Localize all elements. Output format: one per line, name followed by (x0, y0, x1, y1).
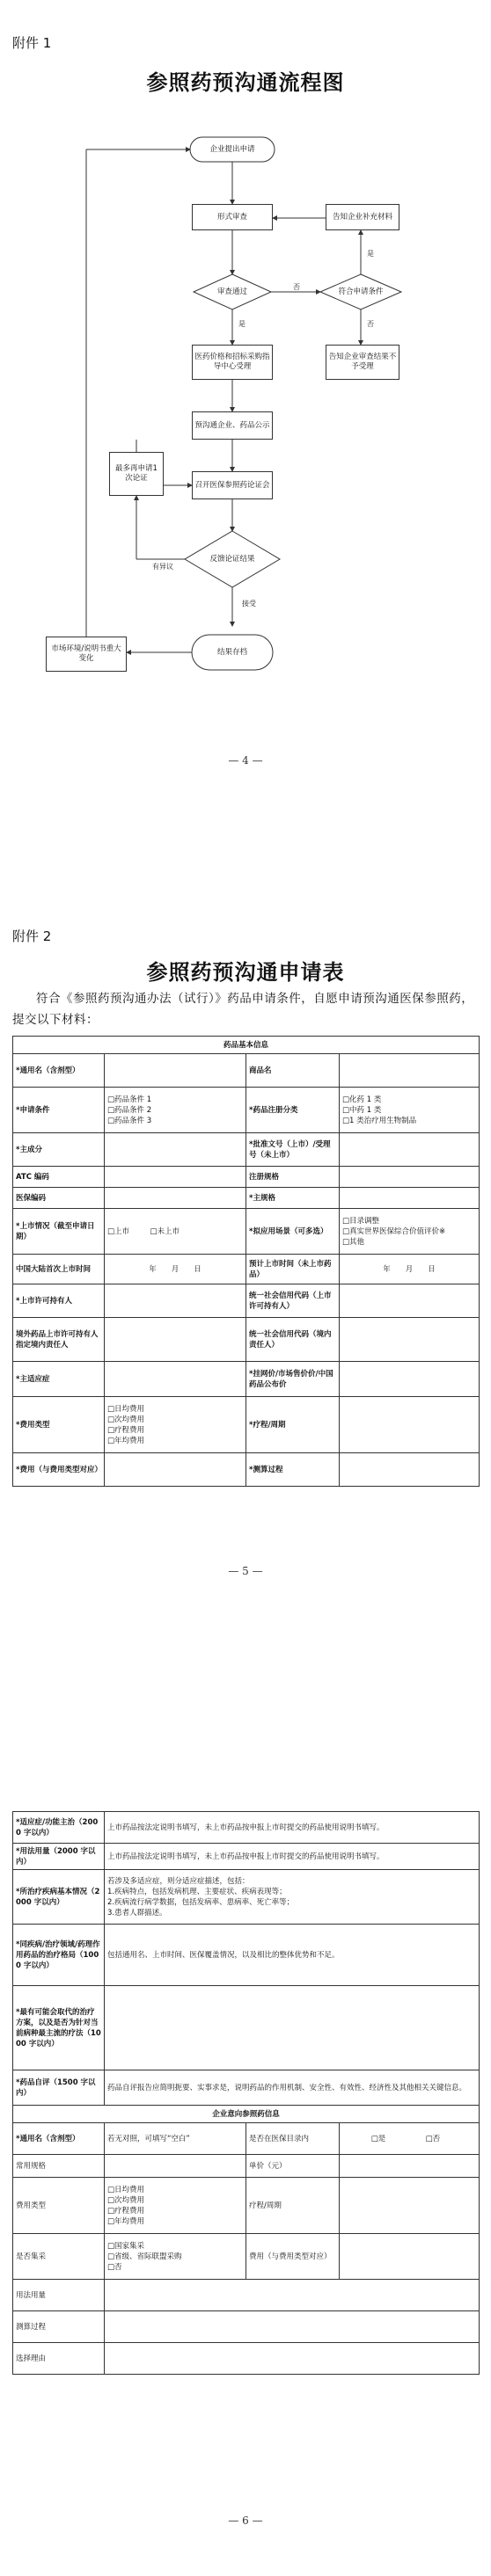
label-landscape: *同疾病/治疗领域/药理作用药品的治疗格局（1000 字以内） (13, 1925, 105, 1986)
checkbox-option[interactable]: □上市 (107, 1226, 130, 1236)
flow-max-twice: 最多再申请1次论证 (109, 452, 164, 496)
checkbox-option[interactable]: □次均费用 (107, 1415, 145, 1424)
field-usage[interactable]: 上市药品按法定说明书填写，未上市药品按申报上市时提交的药品使用说明书填写。 (105, 1844, 480, 1870)
label-e-reason: 选择理由 (13, 2343, 105, 2375)
checkbox-option[interactable]: □1 类治疗用生物制品 (342, 1116, 417, 1125)
checkbox-option[interactable]: □化药 1 类 (342, 1095, 382, 1104)
label-indication-desc: *适应症/功能主治（2000 字以内） (13, 1812, 105, 1844)
field-ins-code[interactable] (105, 1188, 246, 1209)
flow-review-pass: 审查通过 (216, 287, 247, 296)
flow-feedback: 反馈论证结果 (209, 554, 255, 564)
label-ingredient: *主成分 (13, 1133, 105, 1167)
flow-label-no1: 否 (293, 283, 300, 291)
checkbox-option[interactable]: □目录调整 (342, 1216, 380, 1226)
flow-label-no2: 否 (367, 320, 374, 328)
label-apply-scene: *拟应用场景（可多选） (246, 1209, 340, 1255)
e-in-catalog-options[interactable] (340, 2123, 480, 2155)
page-3 (0, 1741, 491, 2576)
label-cost-type: *费用类型 (13, 1397, 105, 1453)
checkbox-option[interactable]: □其他 (342, 1237, 365, 1247)
checkbox-option[interactable]: □药品条件 3 (107, 1116, 152, 1125)
flow-archive: 结果存档 (216, 647, 247, 657)
label-indication: *主适应症 (13, 1362, 105, 1397)
checkbox-option[interactable]: □真实世界医保综合价值评价※ (342, 1226, 446, 1236)
flow-label-yes2: 是 (367, 250, 374, 258)
label-holder: *上市许可持有人 (13, 1284, 105, 1318)
page-number: — 5 — (228, 1565, 263, 1577)
field-e-spec[interactable] (105, 2155, 246, 2178)
application-table-continued (12, 1811, 480, 2375)
label-reg-spec: 注册规格 (246, 1167, 340, 1188)
flow-start: 企业提出申请 (209, 144, 255, 154)
label-product-name: 商品名 (246, 1054, 340, 1088)
application-table (12, 1036, 480, 1487)
flow-publicity: 预沟通企业、药品公示 (192, 411, 273, 440)
label-listing: *上市情况（截至申请日期） (13, 1209, 105, 1255)
checkbox-option[interactable]: □省级、省际联盟采购 (107, 2252, 182, 2261)
field-expected-date[interactable]: 年 月 日 (340, 1255, 480, 1284)
field-atc[interactable] (105, 1167, 246, 1188)
label-dose: *测算过程 (246, 1453, 340, 1487)
e-collect-options[interactable] (105, 2234, 246, 2280)
field-course[interactable] (340, 1397, 480, 1453)
label-expected: 预计上市时间（未上市药品） (246, 1255, 340, 1284)
checkbox-option[interactable]: □疗程费用 (107, 2206, 145, 2216)
flow-label-objection: 有异议 (152, 563, 173, 571)
field-credit-domestic[interactable] (340, 1318, 480, 1362)
page-2 (0, 906, 491, 1670)
label-e-cost: 费用（与费用类型对应） (246, 2234, 340, 2280)
field-main-spec[interactable] (340, 1188, 480, 1209)
field-overseas[interactable] (105, 1318, 246, 1362)
field-e-reason[interactable] (105, 2343, 480, 2375)
field-price-codes[interactable] (340, 1362, 480, 1397)
flow-formal-review: 形式审查 (192, 204, 273, 230)
label-cn-first: 中国大陆首次上市时间 (13, 1255, 105, 1284)
label-apply-cond: *申请条件 (13, 1088, 105, 1133)
checkbox-option[interactable]: □年均费用 (107, 2216, 145, 2226)
page-title: 参照药预沟通申请表 (146, 959, 345, 985)
field-landscape[interactable]: 包括通用名、上市时间、医保覆盖情况，以及相比的整体优势和不足。 (105, 1925, 480, 1986)
label-e-calc: 测算过程 (13, 2311, 105, 2343)
checkbox-option[interactable]: □药品条件 1 (107, 1095, 152, 1104)
label-e-collect: 是否集采 (13, 2234, 105, 2280)
label-cost: *费用（与费用类型对应） (13, 1453, 105, 1487)
label-price-codes: *挂网价/市场售价价/中国药品公布价 (246, 1362, 340, 1397)
label-unmet: *最有可能会取代的治疗方案，以及是否为针对当前病种最主流的疗法（1000 字以内） (13, 1986, 105, 2070)
field-holder[interactable] (105, 1284, 246, 1318)
checkbox-option[interactable]: □次均费用 (107, 2195, 145, 2205)
flow-convene: 召开医保参照药论证会 (192, 471, 273, 499)
checkbox-option[interactable]: □年均费用 (107, 1436, 145, 1445)
field-dose[interactable] (340, 1453, 480, 1487)
flow-market-change: 市场环境/说明书重大变化 (46, 637, 127, 672)
flow-medical-center: 医药价格和招标采购指导中心受理 (192, 345, 273, 380)
checkbox-option[interactable]: □日均费用 (107, 2185, 145, 2194)
field-e-calc[interactable] (105, 2311, 480, 2343)
field-unmet[interactable] (105, 1986, 480, 2070)
checkbox-option[interactable]: □未上市 (150, 1226, 180, 1236)
label-atc: ATC 编码 (13, 1167, 105, 1188)
field-generic-name[interactable] (105, 1054, 246, 1088)
label-approval-no: *批准文号（上市）/受理号（未上市） (246, 1133, 340, 1167)
field-self-eval[interactable]: 药品自评报告应简明扼要、实事求是，说明药品的作用机制、安全性、有效性、经济性及其他相关关键信息。 (105, 2070, 480, 2106)
field-e-unit[interactable] (340, 2155, 480, 2178)
label-ins-code: 医保编码 (13, 1188, 105, 1209)
label-course: *疗程/周期 (246, 1397, 340, 1453)
checkbox-option[interactable]: □国家集采 (107, 2241, 145, 2251)
field-cn-first-date[interactable]: 年 月 日 (105, 1255, 246, 1284)
field-e-dose[interactable] (105, 2280, 480, 2311)
section-header: 药品基本信息 (13, 1037, 480, 1054)
cost-type-options[interactable] (105, 1397, 246, 1453)
page-1 (0, 0, 491, 791)
label-usage: *用法用量（2000 字以内） (13, 1844, 105, 1870)
field-reg-spec[interactable] (340, 1167, 480, 1188)
label-e-dose: 用法用量 (13, 2280, 105, 2311)
field-disease[interactable]: 若涉及多适应症，则分适应症描述，包括： 1.疾病特点，包括发病机理、主要症状、疾病表现等； 2.疾病流行病学数据，包括发病率、患病率、死亡率等； 3.患者人群描述。 (105, 1870, 480, 1925)
field-product-name[interactable] (340, 1054, 480, 1088)
intro-paragraph: 符合《参照药预沟通办法（试行）》药品申请条件，自愿申请预沟通医保参照药，提交以下材料： (12, 992, 474, 1027)
label-main-spec: *主规格 (246, 1188, 340, 1209)
checkbox-option[interactable]: □是 (370, 2134, 386, 2143)
apply-cond-options[interactable] (105, 1088, 246, 1133)
flowchart-lines (0, 0, 491, 791)
field-indication[interactable] (105, 1362, 246, 1397)
label-overseas: 境外药品上市许可持有人指定境内责任人 (13, 1318, 105, 1362)
field-indication-desc[interactable]: 上市药品按法定说明书填写，未上市药品按申报上市时提交的药品使用说明书填写。 (105, 1812, 480, 1844)
field-e-course[interactable] (340, 2178, 480, 2234)
label-self-eval: *药品自评（1500 字以内） (13, 2070, 105, 2106)
field-e-generic[interactable]: 若无对照，可填写“空白” (105, 2123, 246, 2155)
label-credit-domestic: 统一社会信用代码（境内责任人） (246, 1318, 340, 1362)
checkbox-option[interactable]: □疗程费用 (107, 1425, 145, 1435)
e-cost-type-options[interactable] (105, 2178, 246, 2234)
label-credit-holder: 统一社会信用代码（上市许可持有人） (246, 1284, 340, 1318)
checkbox-option[interactable]: □否 (107, 2262, 122, 2272)
label-e-spec: 常用规格 (13, 2155, 105, 2178)
flow-label-yes1: 是 (238, 320, 246, 328)
checkbox-option[interactable]: □中药 1 类 (342, 1105, 382, 1115)
label-e-cost-type: 费用类型 (13, 2178, 105, 2234)
label-e-course: 疗程/周期 (246, 2178, 340, 2234)
label-generic-name: *通用名（含剂型） (13, 1054, 105, 1088)
label-e-in-catalog: 是否在医保目录内 (246, 2123, 340, 2155)
label-disease: *所治疗疾病基本情况（2000 字以内） (13, 1870, 105, 1925)
page-number: — 4 — (228, 754, 263, 767)
page-number: — 6 — (228, 2514, 263, 2527)
label-e-unit: 单价（元） (246, 2155, 340, 2178)
flow-label-accept: 接受 (242, 600, 256, 608)
checkbox-option[interactable]: □否 (425, 2134, 441, 2143)
flow-meets-conditions: 符合申请条件 (338, 287, 384, 296)
attachment-label: 附件 1 (12, 35, 52, 51)
attachment-label: 附件 2 (12, 928, 52, 944)
checkbox-option[interactable]: □日均费用 (107, 1404, 145, 1414)
field-cost[interactable] (105, 1453, 246, 1487)
field-approval-no[interactable] (340, 1133, 480, 1167)
section-header: 企业意向参照药信息 (13, 2106, 480, 2123)
reg-class-options[interactable] (340, 1088, 480, 1133)
checkbox-option[interactable]: □药品条件 2 (107, 1105, 152, 1115)
field-e-cost[interactable] (340, 2234, 480, 2280)
flow-notify-supplement: 告知企业补充材料 (326, 204, 399, 230)
listing-options[interactable] (105, 1209, 246, 1255)
field-ingredient[interactable] (105, 1133, 246, 1167)
field-credit-holder[interactable] (340, 1284, 480, 1318)
label-reg-class: *药品注册分类 (246, 1088, 340, 1133)
flow-not-accepted: 告知企业审查结果不予受理 (326, 345, 399, 380)
apply-scene-options[interactable] (340, 1209, 480, 1255)
page-title: 参照药预沟通流程图 (146, 69, 345, 95)
label-e-generic: *通用名（含剂型） (13, 2123, 105, 2155)
